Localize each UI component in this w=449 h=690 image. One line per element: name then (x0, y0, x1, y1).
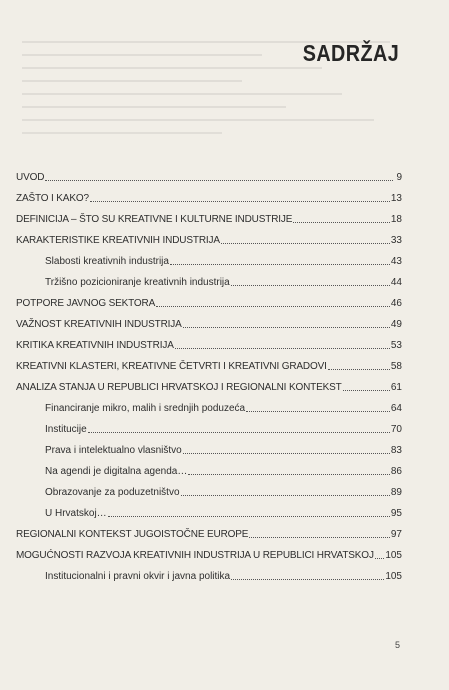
toc-subentry (16, 247, 402, 268)
toc-entry-page: 49 (390, 319, 402, 330)
toc-entry (16, 184, 402, 205)
toc-entry-title: Prava i intelektualno vlasništvo (45, 445, 182, 456)
toc-entry-title: U Hrvatskoj… (45, 508, 107, 519)
toc-subentry (16, 394, 402, 415)
toc-subentry (16, 415, 402, 436)
toc-entry-title: Financiranje mikro, malih i srednjih poduzeća (45, 403, 246, 414)
dot-leader (375, 558, 385, 559)
toc-entry-title: UVOD (16, 172, 45, 183)
toc-entry-title: ANALIZA STANJA U REPUBLICI HRVATSKOJ I REGIONALNI KONTEKST (16, 382, 342, 393)
dot-leader (181, 495, 390, 496)
page-number: 5 (395, 640, 401, 650)
dot-leader (88, 432, 390, 433)
toc-entry-title: REGIONALNI KONTEKST JUGOISTOČNE EUROPE (16, 529, 249, 540)
dot-leader (231, 285, 390, 286)
toc-entry-title: KRITIKA KREATIVNIH INDUSTRIJA (16, 340, 174, 351)
toc-entry-page: 44 (390, 277, 402, 288)
toc-entry-page: 86 (390, 466, 402, 477)
toc-entry-title: ZAŠTO I KAKO? (16, 193, 89, 204)
toc-entry-page: 13 (390, 193, 402, 204)
toc-subentry (16, 268, 402, 289)
toc-entry-page: 43 (390, 256, 402, 267)
table-of-contents (16, 163, 402, 583)
toc-subentry (16, 478, 402, 499)
toc-entry-title: Slabosti kreativnih industrija (45, 256, 169, 267)
dot-leader (343, 390, 390, 391)
toc-entry-title: Institucije (45, 424, 87, 435)
dot-leader (249, 537, 390, 538)
toc-entry-title: Tržišno pozicioniranje kreativnih industrija (45, 277, 230, 288)
toc-entry-title: DEFINICIJA – ŠTO SU KREATIVNE I KULTURNE INDUSTRIJE (16, 214, 293, 225)
toc-entry-title: KREATIVNI KLASTERI, KREATIVNE ČETVRTI I KREATIVNI GRADOVI (16, 361, 327, 372)
dot-leader (156, 306, 390, 307)
toc-entry-title: KARAKTERISTIKE KREATIVNIH INDUSTRIJA (16, 235, 220, 246)
toc-subentry (16, 499, 402, 520)
toc-entry-title: POTPORE JAVNOG SEKTORA (16, 298, 156, 309)
dot-leader (45, 180, 393, 181)
toc-entry-title: Obrazovanje za poduzetništvo (45, 487, 180, 498)
toc-entry-page: 83 (390, 445, 402, 456)
toc-entry-page: 64 (390, 403, 402, 414)
toc-entry-page: 18 (390, 214, 402, 225)
toc-subentry (16, 436, 402, 457)
toc-entry (16, 310, 402, 331)
toc-entry-page: 61 (390, 382, 402, 393)
toc-entry (16, 520, 402, 541)
toc-subentry (16, 457, 402, 478)
toc-entry-title: Na agendi je digitalna agenda… (45, 466, 188, 477)
toc-entry (16, 205, 402, 226)
dot-leader (90, 201, 390, 202)
toc-entry-title: VAŽNOST KREATIVNIH INDUSTRIJA (16, 319, 182, 330)
dot-leader (108, 516, 390, 517)
toc-entry (16, 163, 402, 184)
toc-entry-page: 95 (390, 508, 402, 519)
dot-leader (175, 348, 390, 349)
toc-entry-title: MOGUĆNOSTI RAZVOJA KREATIVNIH INDUSTRIJA U REPUBLICI HRVATSKOJ (16, 550, 374, 561)
toc-entry-page: 70 (390, 424, 402, 435)
toc-entry-page: 46 (390, 298, 402, 309)
dot-leader (221, 243, 390, 244)
dot-leader (328, 369, 390, 370)
toc-entry-page: 33 (390, 235, 402, 246)
page-title: SADRŽAJ (302, 40, 399, 66)
dot-leader (188, 474, 390, 475)
toc-entry (16, 352, 402, 373)
dot-leader (183, 327, 390, 328)
dot-leader (246, 411, 390, 412)
dot-leader (183, 453, 390, 454)
toc-entry (16, 373, 402, 394)
toc-entry (16, 541, 402, 562)
dot-leader (231, 579, 384, 580)
toc-subentry (16, 562, 402, 583)
toc-entry-page: 53 (390, 340, 402, 351)
toc-entry-page: 89 (390, 487, 402, 498)
toc-entry (16, 331, 402, 352)
toc-entry-page: 58 (390, 361, 402, 372)
toc-entry-page: 105 (385, 550, 402, 561)
toc-entry-page: 97 (390, 529, 402, 540)
dot-leader (170, 264, 390, 265)
toc-entry (16, 289, 402, 310)
dot-leader (293, 222, 390, 223)
toc-entry-page: 9 (396, 172, 402, 183)
toc-entry-title: Institucionalni i pravni okvir i javna politika (45, 571, 231, 582)
toc-entry-page: 105 (385, 571, 402, 582)
toc-entry (16, 226, 402, 247)
